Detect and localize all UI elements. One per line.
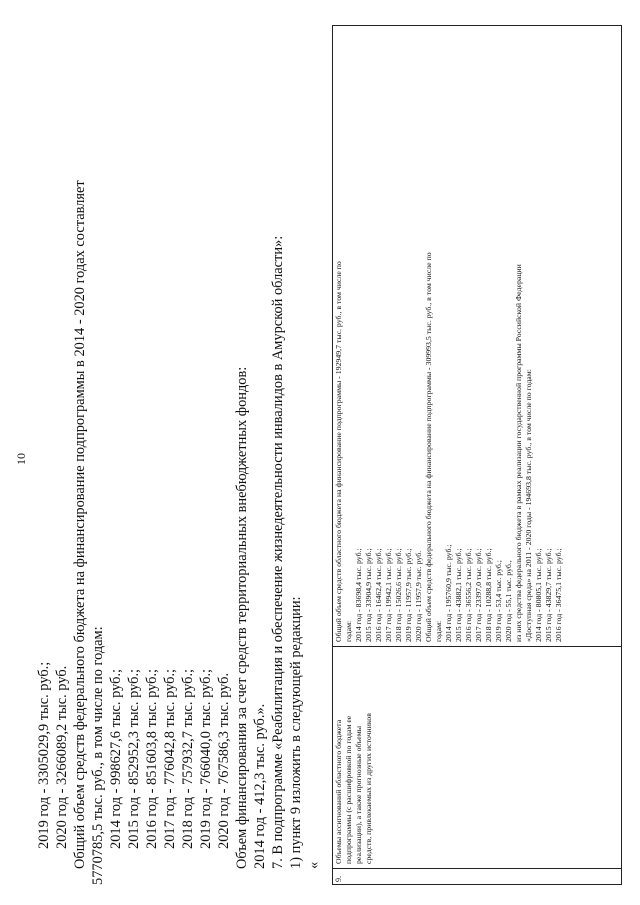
paragraph-line: 2020 год - 767586,3 тыс. руб.	[216, 672, 232, 849]
table-value-line: Общий объем средств областного бюджета на финансирование подпрограммы - 192949,7 тыс. руб., в том числе по	[334, 261, 343, 642]
table-value-line: 2016 год - 36556,2 тыс. руб.;	[464, 548, 473, 642]
paragraph-line: «	[306, 861, 322, 869]
table-value-line: 2016 год - 16462,4 тыс. руб.;	[374, 548, 383, 642]
table-value-line: из них средства федерального бюджета в рамках реализации государственной программы Российской Федерации	[514, 264, 523, 642]
program-table	[332, 25, 622, 885]
paragraph-line: 5770785,5 тыс. руб., в том числе по годам:	[90, 626, 106, 885]
table-value-line: 2015 год - 43882,1 тыс. руб.;	[454, 548, 463, 642]
table-value-line: 2020 год - 11957,9 тыс. руб.	[414, 550, 423, 642]
paragraph-line: Объем финансирования за счет средств территориальных внебюджетных фондов:	[234, 366, 250, 869]
table-value-line: «Доступная среда» на 2011 - 2020 годы - 194693,8 тыс. руб., в том числе по годам:	[524, 369, 533, 642]
table-row-number: 9.	[334, 876, 343, 882]
paragraph-line: 2017 год - 776042,8 тыс. руб.;	[162, 668, 178, 849]
table-label-line: средств, привлекаемых из других источников	[364, 713, 373, 864]
table-value-line: 2017 год - 23397,0 тыс. руб.;	[474, 548, 483, 642]
table-value-line: 2015 год - 33904,9 тыс. руб.;	[364, 548, 373, 642]
table-value-line: 2020 год - 55,1 тыс. руб.,	[504, 560, 513, 642]
page-number: 10	[14, 453, 28, 465]
paragraph-line: 7. В подпрограмме «Реабилитация и обеспечение жизнедеятельности инвалидов в Амурской области»:	[270, 235, 286, 869]
paragraph-line: 2015 год - 852952,3 тыс. руб.;	[126, 668, 142, 849]
table-value-line: годам:	[344, 620, 353, 642]
paragraph-line: Общий объем средств федерального бюджета на финансирование подпрограммы в 2014 - 2020 годах составляет	[72, 180, 88, 869]
paragraph-line: 2018 год - 757932,7 тыс. руб.;	[180, 668, 196, 849]
table-value-cell	[333, 26, 621, 646]
paragraph-line: 2019 год - 766040,0 тыс. руб.;	[198, 668, 214, 849]
table-value-line: 2015 год - 43829,7 тыс. руб.;	[544, 548, 553, 642]
table-value-line: 2014 год - 80805,1 тыс. руб.;	[534, 548, 543, 642]
table-value-line: 2019 год - 11957,9 тыс. руб.;	[404, 548, 413, 642]
rotated-page-content	[14, 15, 630, 885]
table-label-cell	[333, 646, 621, 868]
table-value-line: 2018 год - 15026,6 тыс. руб.;	[394, 548, 403, 642]
table-label-line: подпрограммы (с расшифровкой по годам ее	[344, 715, 353, 864]
paragraph-line: 2016 год - 851603,8 тыс. руб.;	[144, 668, 160, 849]
table-row-number-cell	[333, 868, 621, 884]
table-value-line: 2017 год - 19942,1 тыс. руб.;	[384, 548, 393, 642]
table-label-line: реализации), а также прогнозные объемы	[354, 726, 363, 864]
table-value-line: годам:	[434, 620, 443, 642]
table-value-line: 2014 год - 195760,9 тыс. руб.;	[444, 544, 453, 642]
table-label-line: Объемы ассигнований областного бюджета	[334, 719, 343, 864]
table-value-line: 2019 год - 53,4 тыс. руб.;	[494, 560, 503, 642]
table-value-line: 2018 год - 10288,8 тыс. руб.;	[484, 548, 493, 642]
paragraph-line: 2019 год - 3305029,9 тыс. руб.;	[36, 661, 52, 849]
table-value-line: Общий объем средств федерального бюджета на финансирование подпрограммы - 309993,5 тыс. руб., в том числе по	[424, 252, 433, 642]
table-value-line: 2016 год - 36475,1 тыс. руб.;	[554, 548, 563, 642]
paragraph-line: 2014 год - 412,3 тыс. руб.».	[252, 703, 268, 869]
paragraph-line: 1) пункт 9 изложить в следующей редакции:	[288, 596, 304, 869]
table-value-line: 2014 год - 83698,4 тыс. руб.;	[354, 548, 363, 642]
paragraph-line: 2014 год - 998627,6 тыс. руб.;	[108, 668, 124, 849]
paragraph-line: 2020 год - 3266089,2 тыс. руб.	[54, 665, 70, 849]
